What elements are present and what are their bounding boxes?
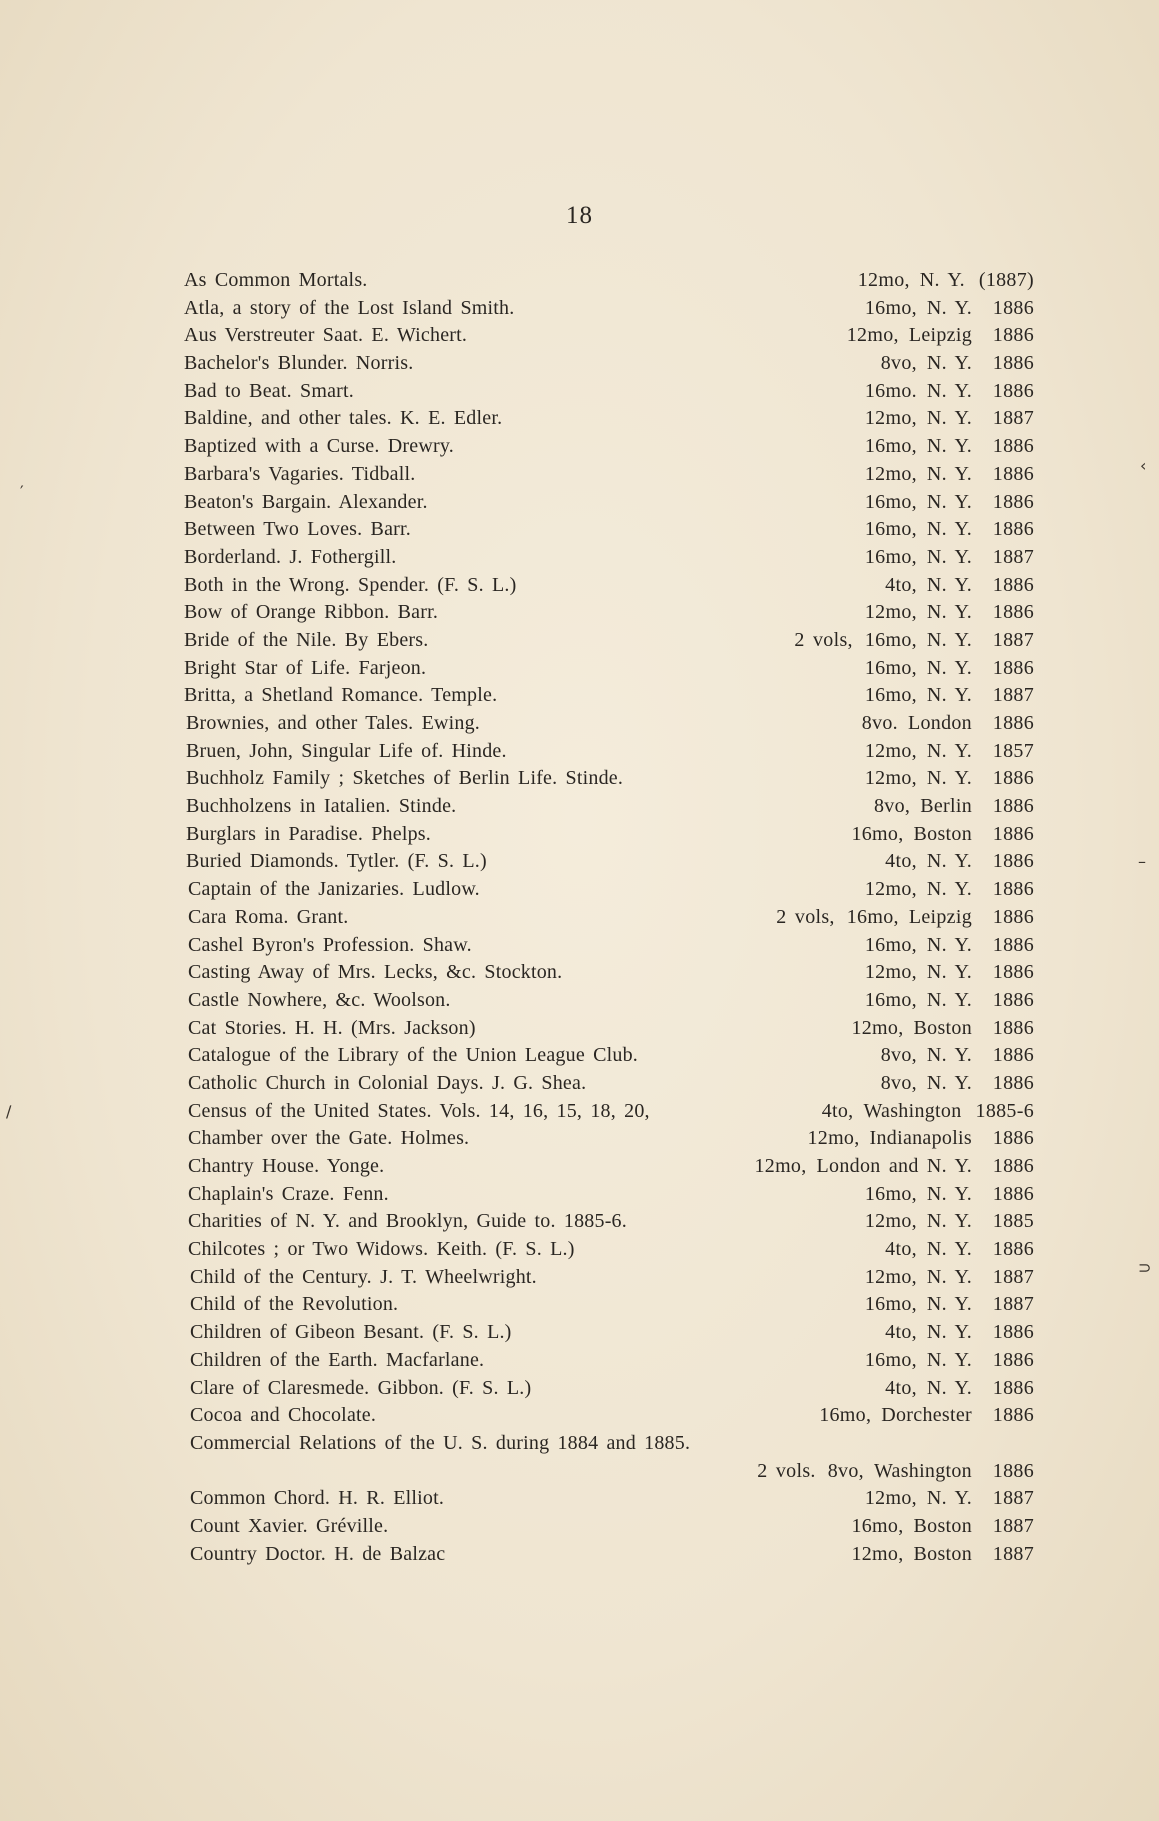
- entry-format: 12mo,: [864, 601, 917, 624]
- list-item: [184, 1207, 1034, 1235]
- entry-title: Buried Diamonds. Tytler. (F. S. L.): [186, 850, 487, 873]
- entry-year: 1886: [992, 933, 1034, 956]
- list-item: [184, 266, 1034, 294]
- list-item: [184, 1457, 1034, 1485]
- entry-format: 16mo,: [864, 1348, 917, 1371]
- entry-place: N. Y.: [926, 545, 972, 568]
- entry-year: 1886: [992, 767, 1034, 790]
- entry-format: 16mo,: [864, 628, 917, 651]
- entry-publication: [853, 654, 1034, 682]
- entry-title: Cocoa and Chocolate.: [190, 1404, 377, 1427]
- list-item: [184, 488, 1034, 516]
- entry-format: 16mo,: [864, 1293, 917, 1316]
- entry-year: 1886: [992, 795, 1034, 818]
- entry-title: Chamber over the Gate. Holmes.: [188, 1127, 470, 1150]
- margin-mark: ⊃: [1138, 1258, 1152, 1277]
- margin-mark: ′: [20, 482, 24, 501]
- entry-publication: [853, 931, 1034, 959]
- entry-title: Commercial Relations of the U. S. during 1884 and 1885.: [190, 1431, 691, 1454]
- entry-title: Bright Star of Life. Farjeon.: [184, 656, 427, 679]
- list-item: [184, 1318, 1034, 1346]
- list-item: [184, 958, 1034, 986]
- entry-publication: [810, 1097, 1034, 1125]
- entry-title: Casting Away of Mrs. Lecks, &c. Stockton.: [188, 961, 563, 984]
- entry-format: 12mo,: [864, 767, 917, 790]
- entry-title: Burglars in Paradise. Phelps.: [186, 822, 431, 845]
- entry-publication: [873, 571, 1034, 599]
- entry-publication: [850, 709, 1034, 737]
- entry-place: Washington: [863, 1099, 962, 1122]
- entry-year: 1887: [992, 1542, 1034, 1565]
- entry-title: Child of the Century. J. T. Wheelwright.: [190, 1265, 537, 1288]
- margin-mark: –: [1138, 852, 1146, 871]
- entry-publication: [873, 1374, 1034, 1402]
- entry-format: 8vo,: [874, 795, 911, 818]
- list-item: [184, 737, 1034, 765]
- entry-publication: [853, 294, 1034, 322]
- entry-title: Brownies, and other Tales. Ewing.: [186, 712, 481, 734]
- entry-year: 1886: [992, 1182, 1034, 1205]
- entry-place: Berlin: [920, 795, 972, 818]
- margin-mark: ∕: [6, 1102, 12, 1121]
- entry-place: N. Y.: [926, 518, 972, 541]
- entry-publication: [839, 820, 1034, 848]
- entry-year: 1887: [992, 1293, 1034, 1316]
- entry-publication: [853, 460, 1034, 488]
- entry-year: 1887: [992, 407, 1034, 430]
- entry-publication: [873, 847, 1034, 875]
- entry-format: 12mo,: [846, 324, 899, 347]
- entry-place: N. Y.: [926, 1182, 972, 1205]
- entry-publication: [757, 1457, 1034, 1485]
- list-item: [184, 792, 1034, 820]
- entry-format: 12mo,: [864, 1487, 917, 1510]
- entry-format: 16mo,: [864, 435, 917, 458]
- entry-place: N. Y.: [926, 628, 972, 651]
- entry-place: N. Y.: [926, 1321, 972, 1344]
- list-item: [184, 1429, 1034, 1457]
- entry-volumes: 2 vols,: [776, 905, 835, 928]
- entry-format: 16mo,: [864, 518, 917, 541]
- entry-title: Bruen, John, Singular Life of. Hinde.: [186, 739, 507, 762]
- entry-place: London: [907, 712, 972, 734]
- entry-year: 1886: [992, 518, 1034, 541]
- entry-place: N. Y.: [926, 878, 972, 901]
- entry-title: Catalogue of the Library of the Union League Club.: [188, 1044, 638, 1067]
- entry-title: Buchholz Family ; Sketches of Berlin Life. Stinde.: [186, 767, 624, 790]
- list-item: [184, 986, 1034, 1014]
- entry-title: Captain of the Janizaries. Ludlow.: [188, 878, 480, 901]
- entry-publication: [839, 1014, 1034, 1042]
- entry-year: 1886: [992, 712, 1034, 734]
- entry-place: N. Y.: [926, 1293, 972, 1316]
- list-item: [184, 1346, 1034, 1374]
- entry-format: 16mo,: [864, 490, 917, 513]
- entry-format: 4to,: [885, 1238, 917, 1261]
- entry-year: 1886: [992, 850, 1034, 873]
- entry-title: Baldine, and other tales. K. E. Edler.: [184, 407, 503, 430]
- entry-format: 16mo,: [864, 296, 917, 319]
- entry-year: 1857: [992, 739, 1034, 762]
- book-list: [184, 266, 1034, 1567]
- entry-year: 1886: [992, 352, 1034, 375]
- entry-format: 12mo,: [864, 739, 917, 762]
- entry-publication: [869, 1069, 1034, 1097]
- entry-publication: [853, 598, 1034, 626]
- entry-year: 1886: [992, 601, 1034, 624]
- entry-year: 1886: [992, 988, 1034, 1011]
- entry-place: N. Y.: [926, 1348, 972, 1371]
- entry-place: N. Y.: [926, 767, 972, 790]
- entry-publication: [873, 1235, 1034, 1263]
- entry-title: Atla, a story of the Lost Island Smith.: [184, 296, 515, 319]
- entry-place: N. Y.: [926, 961, 972, 984]
- entry-publication: [795, 1124, 1034, 1152]
- entry-place: N. Y.: [926, 1044, 972, 1067]
- entry-year: 1886: [992, 296, 1034, 319]
- entry-format: 12mo,: [807, 1127, 860, 1150]
- entry-publication: [853, 377, 1034, 405]
- entry-publication: [853, 1290, 1034, 1318]
- entry-publication: [853, 515, 1034, 543]
- entry-place: Leipzig: [908, 324, 972, 347]
- list-item: [184, 1124, 1034, 1152]
- entry-title: Census of the United States. Vols. 14, 16, 15, 18, 20,: [188, 1099, 650, 1122]
- entry-title: Bride of the Nile. By Ebers.: [184, 628, 429, 651]
- list-item: [184, 709, 1034, 737]
- entry-year: 1886: [992, 1376, 1034, 1399]
- entry-year: 1886: [992, 1016, 1034, 1039]
- entry-place: N. Y.: [926, 933, 972, 956]
- list-item: [184, 515, 1034, 543]
- entry-format: 8vo,: [827, 1459, 864, 1482]
- entry-year: 1886: [992, 905, 1034, 928]
- entry-title: Charities of N. Y. and Brooklyn, Guide to. 1885-6.: [188, 1210, 627, 1233]
- entry-place: N. Y.: [926, 1265, 972, 1288]
- entry-place: N. Y.: [926, 462, 972, 485]
- entry-title: Children of the Earth. Macfarlane.: [190, 1348, 485, 1371]
- entry-publication: [853, 432, 1034, 460]
- entry-format: 16mo,: [864, 1182, 917, 1205]
- list-item: [184, 1512, 1034, 1540]
- list-item: [184, 1180, 1034, 1208]
- list-item: [184, 1235, 1034, 1263]
- list-item: [184, 847, 1034, 875]
- entry-title: Between Two Loves. Barr.: [184, 518, 411, 541]
- entry-publication: [869, 1041, 1034, 1069]
- list-item: [184, 764, 1034, 792]
- entry-year: 1887: [992, 628, 1034, 651]
- entry-title: Both in the Wrong. Spender. (F. S. L.): [184, 573, 517, 596]
- entry-place: N. Y.: [926, 988, 972, 1011]
- entry-title: Castle Nowhere, &c. Woolson.: [188, 988, 451, 1011]
- entry-publication: [839, 1512, 1034, 1540]
- entry-place: N. Y.: [926, 490, 972, 513]
- entry-year: 1886: [992, 1071, 1034, 1094]
- entry-year: 1886: [992, 1238, 1034, 1261]
- entry-publication: [835, 321, 1034, 349]
- entry-publication: [853, 1207, 1034, 1235]
- entry-title: Britta, a Shetland Romance. Temple.: [184, 684, 498, 707]
- entry-place: N. Y.: [926, 739, 972, 762]
- entry-year: 1886: [992, 1459, 1034, 1482]
- entry-publication: [853, 986, 1034, 1014]
- entry-volumes: 2 vols,: [794, 628, 853, 651]
- entry-title: Chilcotes ; or Two Widows. Keith. (F. S. L.): [188, 1238, 575, 1261]
- entry-year: 1885-6: [975, 1099, 1034, 1122]
- entry-place: N. Y.: [926, 296, 972, 319]
- entry-format: 8vo,: [880, 1071, 917, 1094]
- entry-title: Aus Verstreuter Saat. E. Wichert.: [184, 324, 468, 347]
- list-item: [184, 1041, 1034, 1069]
- list-item: [184, 820, 1034, 848]
- entry-title: Catholic Church in Colonial Days. J. G. Shea.: [188, 1071, 587, 1094]
- entry-format: 16mo,: [864, 545, 917, 568]
- entry-format: 16mo,: [851, 1514, 904, 1537]
- entry-format: 4to,: [885, 1376, 917, 1399]
- entry-format: 4to,: [885, 573, 917, 596]
- entry-publication: [742, 1152, 1034, 1180]
- entry-place: N. Y.: [926, 1487, 972, 1510]
- list-item: [184, 321, 1034, 349]
- entry-place: N. Y.: [919, 269, 965, 291]
- entry-format: 8vo,: [880, 1044, 917, 1067]
- list-item: [184, 1540, 1034, 1568]
- entry-publication: [869, 349, 1034, 377]
- entry-format: 4to,: [885, 1321, 917, 1344]
- entry-format: 16mo,: [864, 656, 917, 679]
- entry-year: 1886: [992, 324, 1034, 347]
- entry-place: N. Y.: [926, 407, 972, 430]
- entry-format: 12mo,: [864, 878, 917, 901]
- entry-publication: [853, 681, 1034, 709]
- list-item: [184, 681, 1034, 709]
- entry-publication: [862, 792, 1034, 820]
- entry-format: 4to,: [885, 850, 917, 873]
- entry-title: Beaton's Bargain. Alexander.: [184, 490, 428, 513]
- entry-year: 1887: [992, 545, 1034, 568]
- entry-publication: [853, 543, 1034, 571]
- list-item: [184, 875, 1034, 903]
- entry-year: 1886: [992, 1348, 1034, 1371]
- list-item: [184, 903, 1034, 931]
- entry-title: Bachelor's Blunder. Norris.: [184, 352, 414, 375]
- entry-format: 8vo.: [861, 712, 898, 734]
- list-item: [184, 294, 1034, 322]
- entry-publication: [794, 626, 1034, 654]
- entry-title: Baptized with a Curse. Drewry.: [184, 435, 454, 458]
- entry-publication: [853, 488, 1034, 516]
- list-item: [184, 1290, 1034, 1318]
- entry-year: 1886: [992, 573, 1034, 596]
- entry-format: 16mo,: [846, 905, 899, 928]
- entry-format: 12mo,: [864, 407, 917, 430]
- entry-year: 1886: [992, 490, 1034, 513]
- list-item: [184, 1069, 1034, 1097]
- entry-publication: [853, 1484, 1034, 1512]
- entry-place: London and N. Y.: [816, 1155, 972, 1177]
- entry-publication: [853, 764, 1034, 792]
- entry-title: Chaplain's Craze. Fenn.: [188, 1182, 389, 1205]
- entry-place: N. Y.: [926, 684, 972, 707]
- entry-title: Child of the Revolution.: [190, 1293, 399, 1316]
- list-item: [184, 598, 1034, 626]
- entry-publication: [776, 903, 1034, 931]
- entry-place: Boston: [913, 1542, 972, 1565]
- entry-title: Bad to Beat. Smart.: [184, 379, 354, 402]
- list-item: [184, 404, 1034, 432]
- list-item: [184, 1401, 1034, 1429]
- entry-year: 1886: [992, 1044, 1034, 1067]
- entry-format: 4to,: [821, 1099, 854, 1122]
- entry-publication: [853, 958, 1034, 986]
- entry-place: N. Y.: [926, 573, 972, 596]
- entry-title: Cat Stories. H. H. (Mrs. Jackson): [188, 1016, 476, 1039]
- list-item: [184, 654, 1034, 682]
- entry-place: Boston: [913, 822, 972, 845]
- entry-format: 12mo,: [864, 462, 917, 485]
- entry-publication: [853, 1263, 1034, 1291]
- entry-year: 1886: [992, 1321, 1034, 1344]
- entry-place: N. Y.: [926, 435, 972, 458]
- entry-year: 1887: [992, 1487, 1034, 1510]
- entry-title: Buchholzens in Iatalien. Stinde.: [186, 795, 457, 818]
- entry-year: 1887: [992, 684, 1034, 707]
- entry-year: 1885: [992, 1210, 1034, 1233]
- entry-format: 16mo,: [864, 684, 917, 707]
- list-item: [184, 432, 1034, 460]
- entry-place: Boston: [913, 1016, 972, 1039]
- entry-format: 12mo,: [857, 269, 910, 291]
- entry-title: Borderland. J. Fothergill.: [184, 545, 397, 568]
- entry-place: Boston: [913, 1514, 972, 1537]
- entry-year: 1886: [992, 878, 1034, 901]
- entry-year: 1886: [992, 1127, 1034, 1150]
- entry-publication: [807, 1401, 1034, 1429]
- list-item: [184, 460, 1034, 488]
- list-item: [184, 1014, 1034, 1042]
- entry-publication: [873, 1318, 1034, 1346]
- entry-title: Count Xavier. Gréville.: [190, 1514, 389, 1537]
- entry-place: Leipzig: [908, 905, 972, 928]
- entry-title: Country Doctor. H. de Balzac: [190, 1542, 446, 1565]
- entry-title: Bow of Orange Ribbon. Barr.: [184, 601, 439, 624]
- entry-place: Washington: [873, 1459, 972, 1482]
- entry-publication: [853, 875, 1034, 903]
- entry-publication: [853, 1180, 1034, 1208]
- entry-publication: [853, 1346, 1034, 1374]
- entry-title: Clare of Claresmede. Gibbon. (F. S. L.): [190, 1376, 532, 1399]
- entry-format: 8vo,: [880, 352, 917, 375]
- list-item: [184, 1374, 1034, 1402]
- entry-format: 16mo,: [864, 988, 917, 1011]
- entry-year: 1886: [992, 435, 1034, 458]
- entry-place: Indianapolis: [869, 1127, 972, 1150]
- entry-place: N. Y.: [926, 1071, 972, 1094]
- list-item: [184, 626, 1034, 654]
- entry-year: 1886: [992, 462, 1034, 485]
- entry-place: N. Y.: [926, 1376, 972, 1399]
- entry-place: N. Y.: [926, 352, 972, 375]
- entry-title: Cara Roma. Grant.: [188, 905, 349, 928]
- list-item: [184, 1097, 1034, 1125]
- list-item: [184, 1263, 1034, 1291]
- entry-title: As Common Mortals.: [184, 269, 368, 291]
- entry-year: 1886: [992, 1404, 1034, 1427]
- entry-year: 1886: [992, 656, 1034, 679]
- entry-title: Chantry House. Yonge.: [188, 1155, 385, 1177]
- entry-year: 1886: [992, 961, 1034, 984]
- list-item: [184, 1484, 1034, 1512]
- list-item: [184, 543, 1034, 571]
- entry-year: 1886: [992, 822, 1034, 845]
- entry-year: (1887): [978, 269, 1034, 291]
- entry-title: Barbara's Vagaries. Tidball.: [184, 462, 416, 485]
- entry-year: 1887: [992, 1265, 1034, 1288]
- entry-format: 16mo,: [851, 822, 904, 845]
- entry-year: 1886: [992, 379, 1034, 402]
- list-item: [184, 1152, 1034, 1180]
- list-item: [184, 349, 1034, 377]
- entry-publication: [853, 737, 1034, 765]
- entry-format: 12mo,: [864, 961, 917, 984]
- entry-place: N. Y.: [926, 850, 972, 873]
- list-item: [184, 571, 1034, 599]
- entry-title: Common Chord. H. R. Elliot.: [190, 1487, 445, 1510]
- list-item: [184, 377, 1034, 405]
- entry-place: N. Y.: [926, 379, 972, 402]
- entry-year: 1887: [992, 1514, 1034, 1537]
- entry-volumes: 2 vols.: [757, 1459, 816, 1482]
- entry-format: 12mo,: [864, 1265, 917, 1288]
- entry-publication: [839, 1540, 1034, 1568]
- entry-publication: [950, 1429, 1034, 1457]
- entry-place: N. Y.: [926, 1210, 972, 1233]
- entry-format: 12mo,: [864, 1210, 917, 1233]
- entry-format: 16mo,: [864, 933, 917, 956]
- entry-place: N. Y.: [926, 1238, 972, 1261]
- entry-place: Dorchester: [881, 1404, 972, 1427]
- margin-mark: ‹: [1140, 456, 1147, 475]
- entry-title: Cashel Byron's Profession. Shaw.: [188, 933, 472, 956]
- entry-place: N. Y.: [926, 601, 972, 624]
- entry-publication: [846, 266, 1034, 294]
- entry-title: Children of Gibeon Besant. (F. S. L.): [190, 1321, 512, 1344]
- list-item: [184, 931, 1034, 959]
- entry-format: 12mo,: [754, 1155, 807, 1177]
- entry-format: 16mo.: [864, 379, 917, 402]
- entry-format: 12mo,: [851, 1016, 904, 1039]
- entry-format: 16mo,: [819, 1404, 872, 1427]
- entry-year: 1886: [992, 1155, 1034, 1177]
- entry-place: N. Y.: [926, 656, 972, 679]
- page-number: 18: [566, 202, 593, 229]
- entry-format: 12mo,: [851, 1542, 904, 1565]
- entry-publication: [853, 404, 1034, 432]
